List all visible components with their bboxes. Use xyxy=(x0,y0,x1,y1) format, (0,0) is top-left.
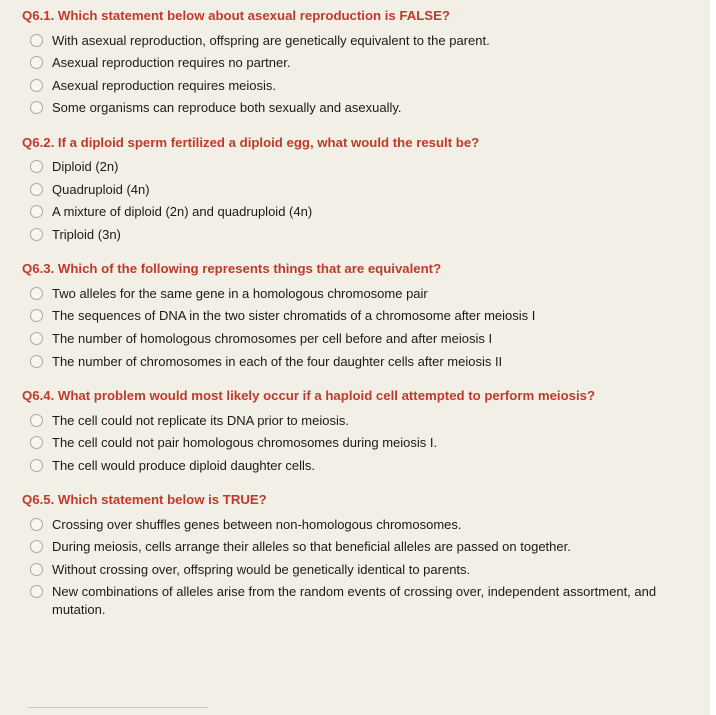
radio-button[interactable] xyxy=(30,79,43,92)
option-row[interactable] xyxy=(22,77,704,95)
option-row[interactable] xyxy=(22,412,704,430)
option-label: The number of homologous chromosomes per cell before and after meiosis I xyxy=(52,330,493,346)
option-row[interactable] xyxy=(22,203,704,221)
radio-button[interactable] xyxy=(30,56,43,69)
option-label: Asexual reproduction requires meiosis. xyxy=(52,77,276,93)
radio-button[interactable] xyxy=(30,459,43,472)
option-row[interactable] xyxy=(22,285,704,303)
question-title: Q6.2. If a diploid sperm fertilized a diploid egg, what would the result be? xyxy=(22,134,480,150)
question-block xyxy=(22,135,704,244)
radio-button[interactable] xyxy=(30,183,43,196)
option-row[interactable] xyxy=(22,561,704,579)
radio-button[interactable] xyxy=(30,332,43,345)
radio-button[interactable] xyxy=(30,563,43,576)
option-label: The sequences of DNA in the two sister chromatids of a chromosome after meiosis I xyxy=(52,308,536,324)
option-row[interactable] xyxy=(22,583,704,618)
radio-button[interactable] xyxy=(30,205,43,218)
option-row[interactable] xyxy=(22,226,704,244)
radio-button[interactable] xyxy=(30,540,43,553)
option-label: Triploid (3n) xyxy=(52,226,121,242)
option-row[interactable] xyxy=(22,538,704,556)
option-label: A mixture of diploid (2n) and quadruploid (4n) xyxy=(52,204,313,220)
option-label: Quadruploid (4n) xyxy=(52,181,150,197)
option-row[interactable] xyxy=(22,158,704,176)
option-label: New combinations of alleles arise from the random events of crossing over, independent assortment, and mutation. xyxy=(52,584,657,617)
question-title: Q6.3. Which of the following represents things that are equivalent? xyxy=(22,261,442,277)
option-row[interactable] xyxy=(22,330,704,348)
option-row[interactable] xyxy=(22,457,704,475)
option-label: The cell would produce diploid daughter cells. xyxy=(52,457,316,473)
radio-button[interactable] xyxy=(30,414,43,427)
radio-button[interactable] xyxy=(30,101,43,114)
question-block xyxy=(22,8,704,117)
option-label: Diploid (2n) xyxy=(52,159,119,175)
radio-button[interactable] xyxy=(30,160,43,173)
option-label: With asexual reproduction, offspring are genetically equivalent to the parent. xyxy=(52,32,490,48)
divider xyxy=(28,707,208,708)
option-label: During meiosis, cells arrange their alleles so that beneficial alleles are passed on together. xyxy=(52,539,571,555)
option-label: Asexual reproduction requires no partner. xyxy=(52,55,291,71)
option-label: The cell could not pair homologous chromosomes during meiosis I. xyxy=(52,435,438,451)
option-row[interactable] xyxy=(22,99,704,117)
question-block xyxy=(22,492,704,618)
option-label: The number of chromosomes in each of the four daughter cells after meiosis II xyxy=(52,353,503,369)
radio-button[interactable] xyxy=(30,355,43,368)
question-block xyxy=(22,261,704,370)
option-label: Without crossing over, offspring would be genetically identical to parents. xyxy=(52,561,471,577)
question-block xyxy=(22,388,704,474)
option-row[interactable] xyxy=(22,353,704,371)
radio-button[interactable] xyxy=(30,309,43,322)
page-right-margin xyxy=(710,0,716,715)
option-label: Two alleles for the same gene in a homologous chromosome pair xyxy=(52,285,428,301)
radio-button[interactable] xyxy=(30,228,43,241)
bottom-divider-area xyxy=(0,705,716,715)
question-title: Q6.5. Which statement below is TRUE? xyxy=(22,492,267,508)
radio-button[interactable] xyxy=(30,34,43,47)
option-row[interactable] xyxy=(22,32,704,50)
question-title: Q6.4. What problem would most likely occur if a haploid cell attempted to perform meiosis? xyxy=(22,388,596,404)
radio-button[interactable] xyxy=(30,287,43,300)
option-label: The cell could not replicate its DNA prior to meiosis. xyxy=(52,412,349,428)
option-row[interactable] xyxy=(22,54,704,72)
option-label: Some organisms can reproduce both sexually and asexually. xyxy=(52,100,402,116)
radio-button[interactable] xyxy=(30,436,43,449)
option-row[interactable] xyxy=(22,307,704,325)
option-label: Crossing over shuffles genes between non-homologous chromosomes. xyxy=(52,516,462,532)
question-title: Q6.1. Which statement below about asexual reproduction is FALSE? xyxy=(22,8,450,23)
option-row[interactable] xyxy=(22,434,704,452)
radio-button[interactable] xyxy=(30,518,43,531)
radio-button[interactable] xyxy=(30,585,43,598)
option-row[interactable] xyxy=(22,181,704,199)
option-row[interactable] xyxy=(22,516,704,534)
